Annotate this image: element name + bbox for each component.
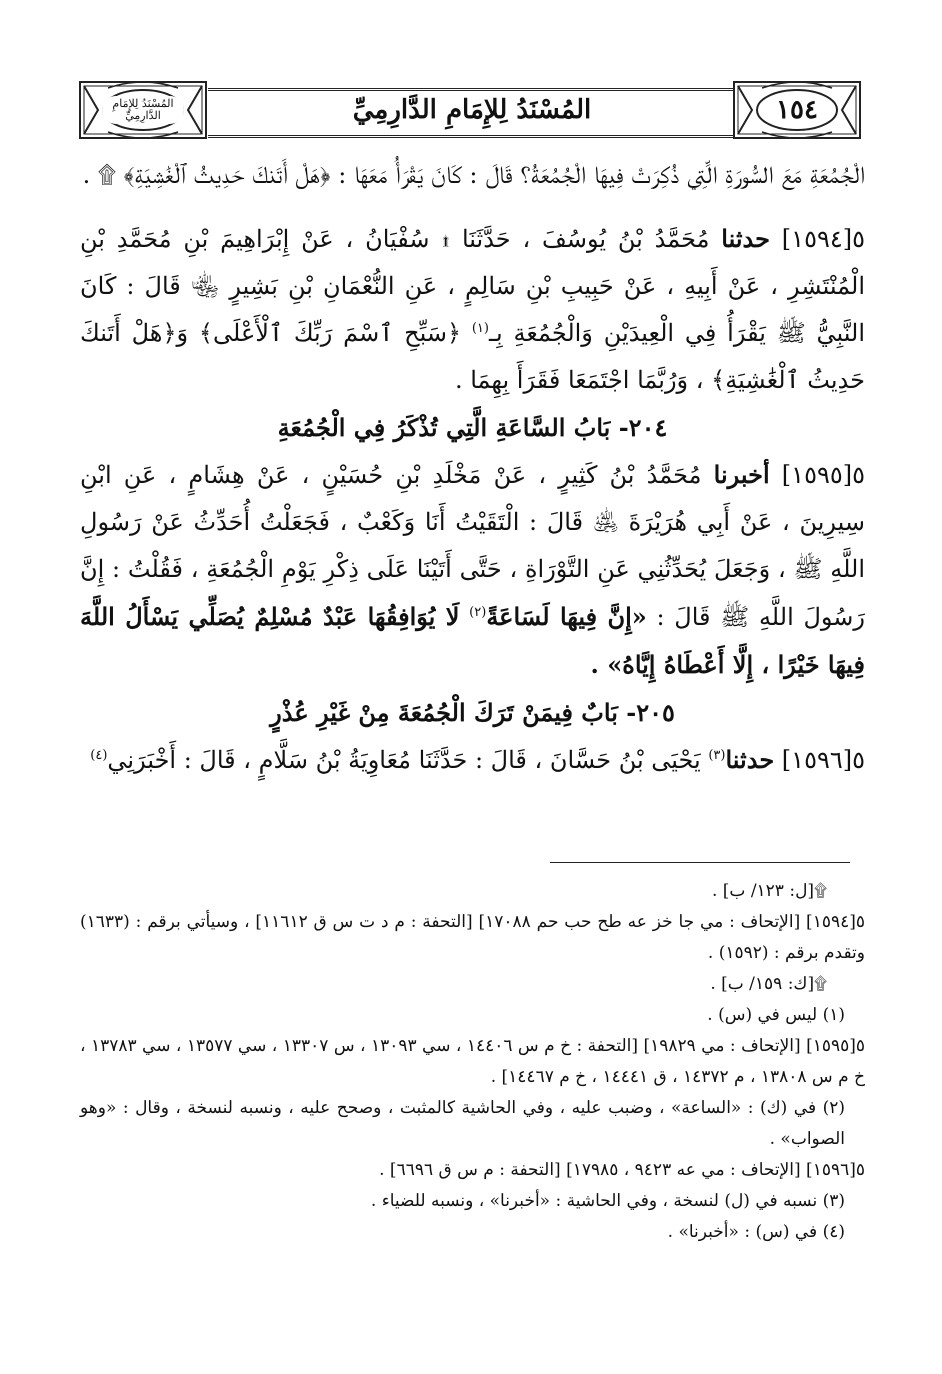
page-number-box: [732, 80, 862, 140]
hadith-number: ٥[١٥٩٤]: [781, 225, 865, 253]
footnote-ref: (٤): [90, 748, 108, 763]
main-text: [80, 152, 865, 784]
continuation-text: الْجُمُعَةِ مَعَ السُّورَةِ الَّتِي ذُكِرَتْ فِيهَا الْجُمُعَةُ؟ قَالَ : كَانَ يَقْرَأُ مَعَهَا : ﴿هَلْ أَتَنكَ حَدِيثُ ٱلْغَٰشِيَةِ﴾ ۩ .: [82, 161, 865, 189]
prophetic-quote: لَا يُوَافِقُهَا عَبْدٌ مُسْلِمٌ يُصَلِّي يَسْأَلُ اللَّهَ فِيهَا خَيْرًا ، إِلَّا أَعْطَاهُ إِيَّاهُ» .: [80, 602, 865, 679]
hadith-text: ﴿سَبِّحِ ٱسْمَ رَبِّكَ ٱلْأَعْلَى﴾ وَ﴿هَلْ أَتَنكَ حَدِيثُ ٱلْغَٰشِيَةِ﴾ ، وَرُبَّمَا اجْتَمَعَا فَقَرَأَ بِهِمَا .: [80, 319, 865, 394]
hadith-number: ٥[١٥٩٦]: [781, 746, 865, 774]
footnote: (٢) في (ك) : «الساعة» ، وضبب عليه ، وفي الحاشية كالمثبت ، وصحح عليه ، ونسبه لنسخة ، وقال : «وهو الصواب» .: [80, 1098, 845, 1149]
chapter-heading-205: ٢٠٥- بَابٌ فِيمَنْ تَرَكَ الْجُمُعَةَ مِنْ غَيْرِ عُذْرٍ: [270, 698, 675, 727]
footnote-ref: (٣): [708, 748, 726, 763]
running-title: المُسْنَدُ لِلإِمَامِ الدَّارِمِيِّ: [352, 95, 592, 125]
narration-lead: حدثنا: [725, 745, 775, 774]
paragraph-continuation: [80, 152, 865, 199]
narration-lead: حدثنا: [721, 224, 770, 253]
hadith-1594: [80, 215, 865, 404]
page-header: [78, 80, 862, 140]
narration-lead: أخبرنا: [713, 460, 770, 489]
footnote: ۩[ك: ١٥٩/ ب] .: [710, 974, 827, 994]
footnote: (٤) في (س) : «أخبرنا» .: [667, 1222, 845, 1242]
footnote-separator: [550, 862, 850, 863]
footnote: ٥[١٥٩٥] [الإتحاف : مي ١٩٨٢٩] [التحفة : خ م س ١٤٤٠٦ ، سي ١٣٠٩٣ ، س ١٣٣٠٧ ، سي ١٣٥٧٧ ، سي ١٣٧٨٣ ، خ م س ١٣٨٠٨ ، م ١٤٣٧٢ ، ق ١٤٤٤١ ، خ م ١٤٤٦٧] .: [80, 1036, 866, 1087]
hadith-text: يَحْيَى بْنُ حَسَّانَ ، قَالَ : حَدَّثَنَا مُعَاوِيَةُ بْنُ سَلَّامٍ ، قَالَ : أَخْبَرَنِي: [107, 746, 701, 774]
publisher-logo: [78, 80, 208, 140]
footnote: ٥[١٥٩٤] [الإتحاف : مي جا خز عه طح حب حم ١٧٠٨٨] [التحفة : م د ت س ق ١١٦١٢] ، وسيأتي برقم : (١٦٣٣) وتقدم برقم : (١٥٩٢) .: [80, 912, 866, 963]
footnote: (٣) نسبه في (ل) لنسخة ، وفي الحاشية : «أخبرنا» ، ونسبه للضياء .: [370, 1191, 845, 1211]
hadith-number: ٥[١٥٩٥]: [781, 461, 865, 489]
footnote: ۩[ل: ١٢٣/ ب] .: [711, 881, 827, 901]
hadith-text: مُحَمَّدُ بْنُ يُوسُفَ ، حَدَّثَنَا ۩ سُفْيَانُ ، عَنْ إِبْرَاهِيمَ بْنِ مُحَمَّدِ بْنِ الْمُنْتَشِرِ ، عَنْ أَبِيهِ ، عَنْ حَبِيبِ بْنِ سَالِمٍ ، عَنِ النُّعْمَانِ بْنِ بَشِيرٍ ﵄ قَالَ : كَانَ النَّبِيُّ ﷺ يَقْرَأُ فِي الْعِيدَيْنِ وَالْجُمُعَةِ بِـ: [80, 225, 865, 347]
hadith-1596: [80, 736, 865, 784]
hadith-text: مُحَمَّدُ بْنُ كَثِيرٍ ، عَنْ مَخْلَدِ بْنِ حُسَيْنٍ ، عَنْ هِشَامٍ ، عَنِ ابْنِ سِيرِينَ ، عَنْ أَبِي هُرَيْرَةَ ﵁ قَالَ : الْتَقَيْتُ أَنَا وَكَعْبٌ ، فَجَعَلْتُ أُحَدِّثُ عَنْ رَسُولِ اللَّهِ ﷺ ، وَجَعَلَ يُحَدِّثُنِي عَنِ التَّوْرَاةِ ، حَتَّى أَتَيْنَا عَلَى ذِكْرِ يَوْمِ الْجُمُعَةِ ، فَقُلْتُ : إِنَّ رَسُولَ اللَّهِ ﷺ قَالَ :: [80, 461, 865, 631]
footnote: (١) ليس في (س) .: [707, 1005, 845, 1025]
footnote: ٥[١٥٩٦] [الإتحاف : مي عه ٩٤٢٣ ، ١٧٩٨٥] [التحفة : م س ق ٦٦٩٦] .: [379, 1160, 865, 1180]
footnote-ref: (٢): [469, 605, 487, 620]
chapter-heading-204: ٢٠٤- بَابُ السَّاعَةِ الَّتِي تُذْكَرُ فِي الْجُمُعَةِ: [277, 413, 668, 442]
footnotes: [80, 876, 865, 1248]
page-number: ١٥٤: [766, 95, 828, 125]
logo-text: المُسْنَدُ لِلإِمَامِ الدَّارِمِيِّ: [102, 96, 184, 124]
footnote-ref: (١): [471, 321, 489, 336]
hadith-1595: [80, 451, 865, 689]
prophetic-quote: «إِنَّ فِيهَا لَسَاعَةً: [486, 602, 647, 631]
